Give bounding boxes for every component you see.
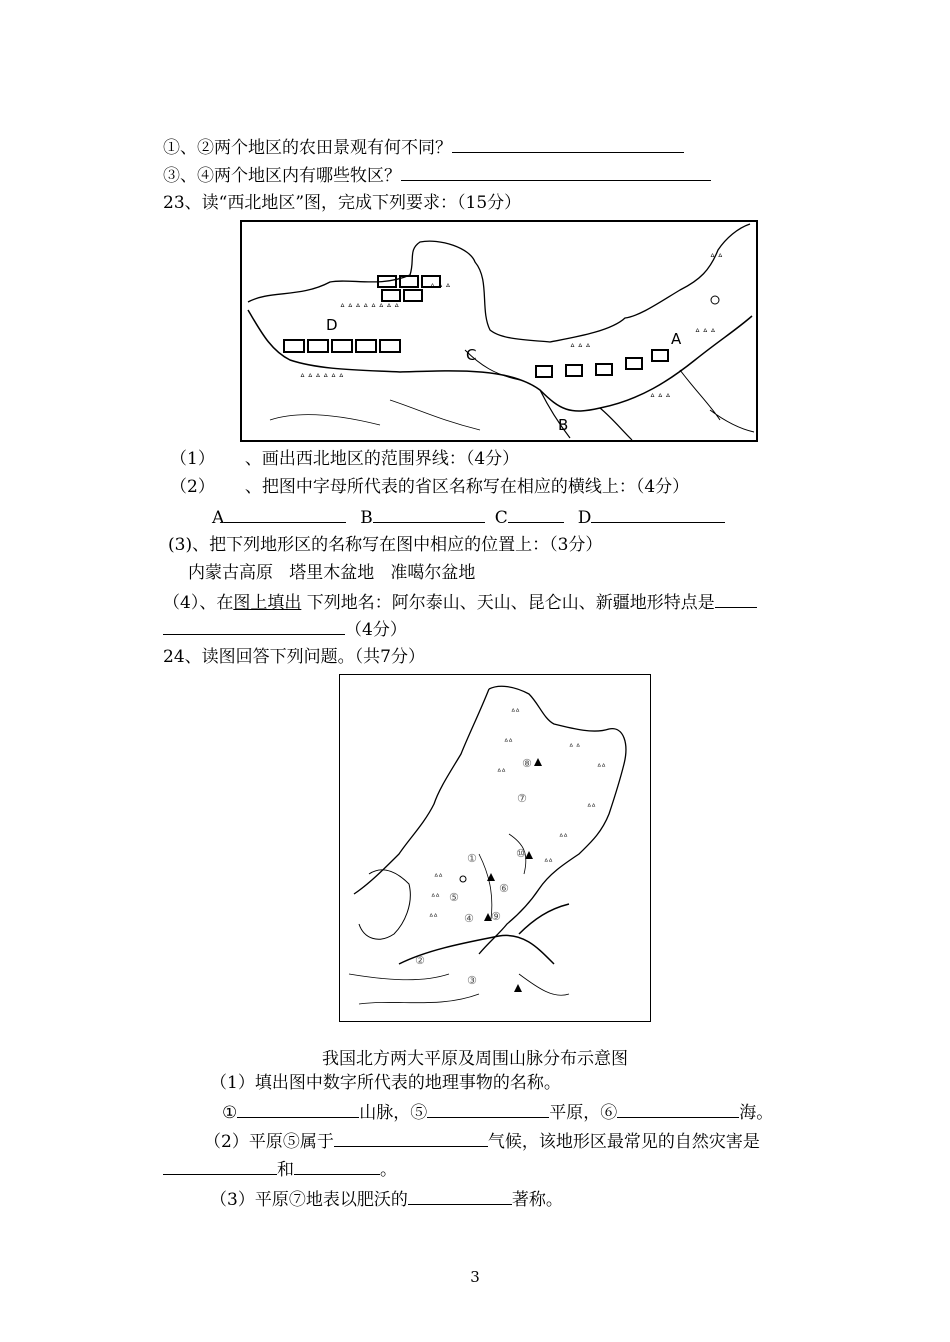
svg-text:ᐞ ᐞ ᐞ: ᐞ ᐞ ᐞ: [695, 328, 716, 338]
answer-blank[interactable]: [715, 591, 757, 608]
q23-part-2-text: 、把图中字母所代表的省区名称写在相应的横线上：（4分）: [244, 477, 690, 497]
answer-blank[interactable]: [163, 618, 345, 635]
svg-text:ᐞ ᐞ ᐞ: ᐞ ᐞ ᐞ: [430, 283, 451, 293]
q23-blanks: [212, 506, 725, 529]
map-num-10: ⑩: [516, 847, 526, 860]
num-1-label: ①: [222, 1103, 238, 1123]
svg-text:ᐞᐞ: ᐞᐞ: [587, 802, 596, 811]
blank-b-label: B: [360, 508, 373, 528]
map-num-2: ②: [415, 954, 425, 967]
q24-sub-1-blanks: [222, 1101, 773, 1124]
map-num-4: ④: [464, 912, 474, 925]
svg-text:ᐞᐞ: ᐞᐞ: [559, 832, 568, 841]
q23-part-4-pre: （4）、在: [163, 593, 234, 613]
blank-d-label: D: [577, 508, 592, 528]
blank-c[interactable]: [508, 506, 564, 523]
q-prev-line-1-text: ①、②两个地区的农田景观有何不同？: [163, 138, 452, 158]
q24-title: 24、读图回答下列问题。（共7分）: [163, 647, 425, 667]
q24-sub-3-post: 著称。: [511, 1190, 563, 1210]
svg-text:ᐞᐞ: ᐞᐞ: [429, 912, 438, 921]
map-num-6: ⑥: [499, 882, 509, 895]
map-num-7: ⑦: [517, 792, 527, 805]
map-num-1: ①: [467, 852, 477, 865]
svg-text:ᐞᐞ: ᐞᐞ: [497, 767, 506, 776]
q24-sub-2: [204, 1130, 760, 1153]
q23-part-2-num: （2）: [170, 477, 215, 497]
map-num-8: ⑧: [522, 757, 532, 770]
svg-text:ᐞᐞ: ᐞᐞ: [504, 737, 513, 746]
svg-text:ᐞᐞ: ᐞᐞ: [597, 762, 606, 771]
blank-disaster-2[interactable]: [294, 1158, 380, 1175]
q24-sub-3-pre: （3）平原⑦地表以肥沃的: [210, 1190, 408, 1210]
answer-blank[interactable]: [401, 164, 711, 181]
blank-climate[interactable]: [334, 1130, 488, 1147]
q23-part-4-underlined: 图上填出: [233, 593, 302, 613]
q24-sub-3: [210, 1188, 563, 1211]
svg-text:ᐞ ᐞ ᐞ: ᐞ ᐞ ᐞ: [650, 393, 671, 403]
map-label-a: A: [671, 330, 682, 348]
and-label: 和: [277, 1160, 294, 1180]
north-china-plains-map: [339, 674, 651, 1022]
blank-sea-6[interactable]: [617, 1101, 739, 1118]
q23-part-1-text: 、画出西北地区的范围界线：（4分）: [244, 449, 520, 469]
q24-sub-2-pre: （2）平原⑤属于: [204, 1132, 334, 1152]
map-caption: 我国北方两大平原及周围山脉分布示意图: [322, 1049, 628, 1069]
q23-part-4-cont: [163, 618, 407, 641]
svg-text:ᐞᐞ: ᐞᐞ: [511, 707, 520, 716]
blank-a-label: A: [212, 508, 225, 528]
sea-label: 海。: [739, 1103, 774, 1123]
q23-part-4-post: 下列地名：阿尔泰山、天山、昆仑山、新疆地形特点是: [301, 593, 715, 613]
map-label-b: B: [558, 416, 569, 434]
blank-a[interactable]: [224, 506, 346, 523]
q23-part-2: [170, 476, 689, 498]
map-num-5: ⑤: [449, 891, 459, 904]
blank-d[interactable]: [591, 506, 725, 523]
blank-soil[interactable]: [408, 1188, 512, 1205]
blank-c-label: C: [494, 508, 508, 528]
q-prev-line-2: [163, 164, 711, 187]
page-number: 3: [470, 1268, 480, 1286]
q23-part-3-items: 内蒙古高原 塔里木盆地 准噶尔盆地: [188, 563, 476, 583]
svg-text:ᐞᐞ: ᐞᐞ: [544, 857, 553, 866]
q-prev-line-1: [163, 136, 684, 159]
map-num-9: ⑨: [491, 910, 501, 923]
q23-part-3: (3)、把下列地形区的名称写在图中相应的位置上：（3分）: [168, 535, 603, 555]
blank-disaster-1[interactable]: [163, 1158, 277, 1175]
svg-text:ᐞ ᐞ ᐞ ᐞ ᐞ ᐞ: ᐞ ᐞ ᐞ ᐞ ᐞ ᐞ: [300, 373, 344, 383]
plain-sea-6-label: 平原，⑥: [549, 1103, 618, 1123]
q23-part-1-num: （1）: [170, 449, 215, 469]
map-num-3: ③: [467, 974, 477, 987]
map-label-c: C: [466, 346, 477, 364]
q23-part-4: [163, 591, 757, 614]
northwest-map: [240, 220, 758, 442]
svg-text:ᐞᐞ: ᐞᐞ: [434, 872, 443, 881]
mountain-plain-5-label: 山脉，⑤: [359, 1103, 428, 1123]
svg-text:ᐞ ᐞ: ᐞ ᐞ: [569, 742, 581, 751]
svg-text:ᐞ ᐞ: ᐞ ᐞ: [710, 253, 723, 263]
blank-mountain-1[interactable]: [237, 1101, 359, 1118]
map-label-d: D: [326, 316, 338, 334]
q24-sub-1: （1）填出图中数字所代表的地理事物的名称。: [210, 1073, 561, 1093]
svg-text:ᐞᐞ: ᐞᐞ: [431, 892, 440, 901]
svg-text:ᐞ ᐞ ᐞ: ᐞ ᐞ ᐞ: [570, 343, 591, 353]
blank-b[interactable]: [373, 506, 485, 523]
q-prev-line-2-text: ③、④两个地区内有哪些牧区？: [163, 166, 401, 186]
q24-sub-2-mid: 气候，该地形区最常见的自然灾害是: [487, 1132, 760, 1152]
svg-text:ᐞ ᐞ ᐞ ᐞ ᐞ ᐞ ᐞ ᐞ: ᐞ ᐞ ᐞ ᐞ ᐞ ᐞ ᐞ ᐞ: [340, 303, 400, 313]
blank-plain-5[interactable]: [427, 1101, 549, 1118]
q24-sub-2-cont: [163, 1158, 397, 1181]
answer-blank[interactable]: [452, 136, 684, 153]
q23-part-1: [170, 448, 519, 470]
period: 。: [380, 1160, 397, 1180]
q23-title: 23、读“西北地区”图，完成下列要求：（15分）: [163, 193, 522, 213]
q23-part-4-score: （4分）: [345, 620, 407, 640]
